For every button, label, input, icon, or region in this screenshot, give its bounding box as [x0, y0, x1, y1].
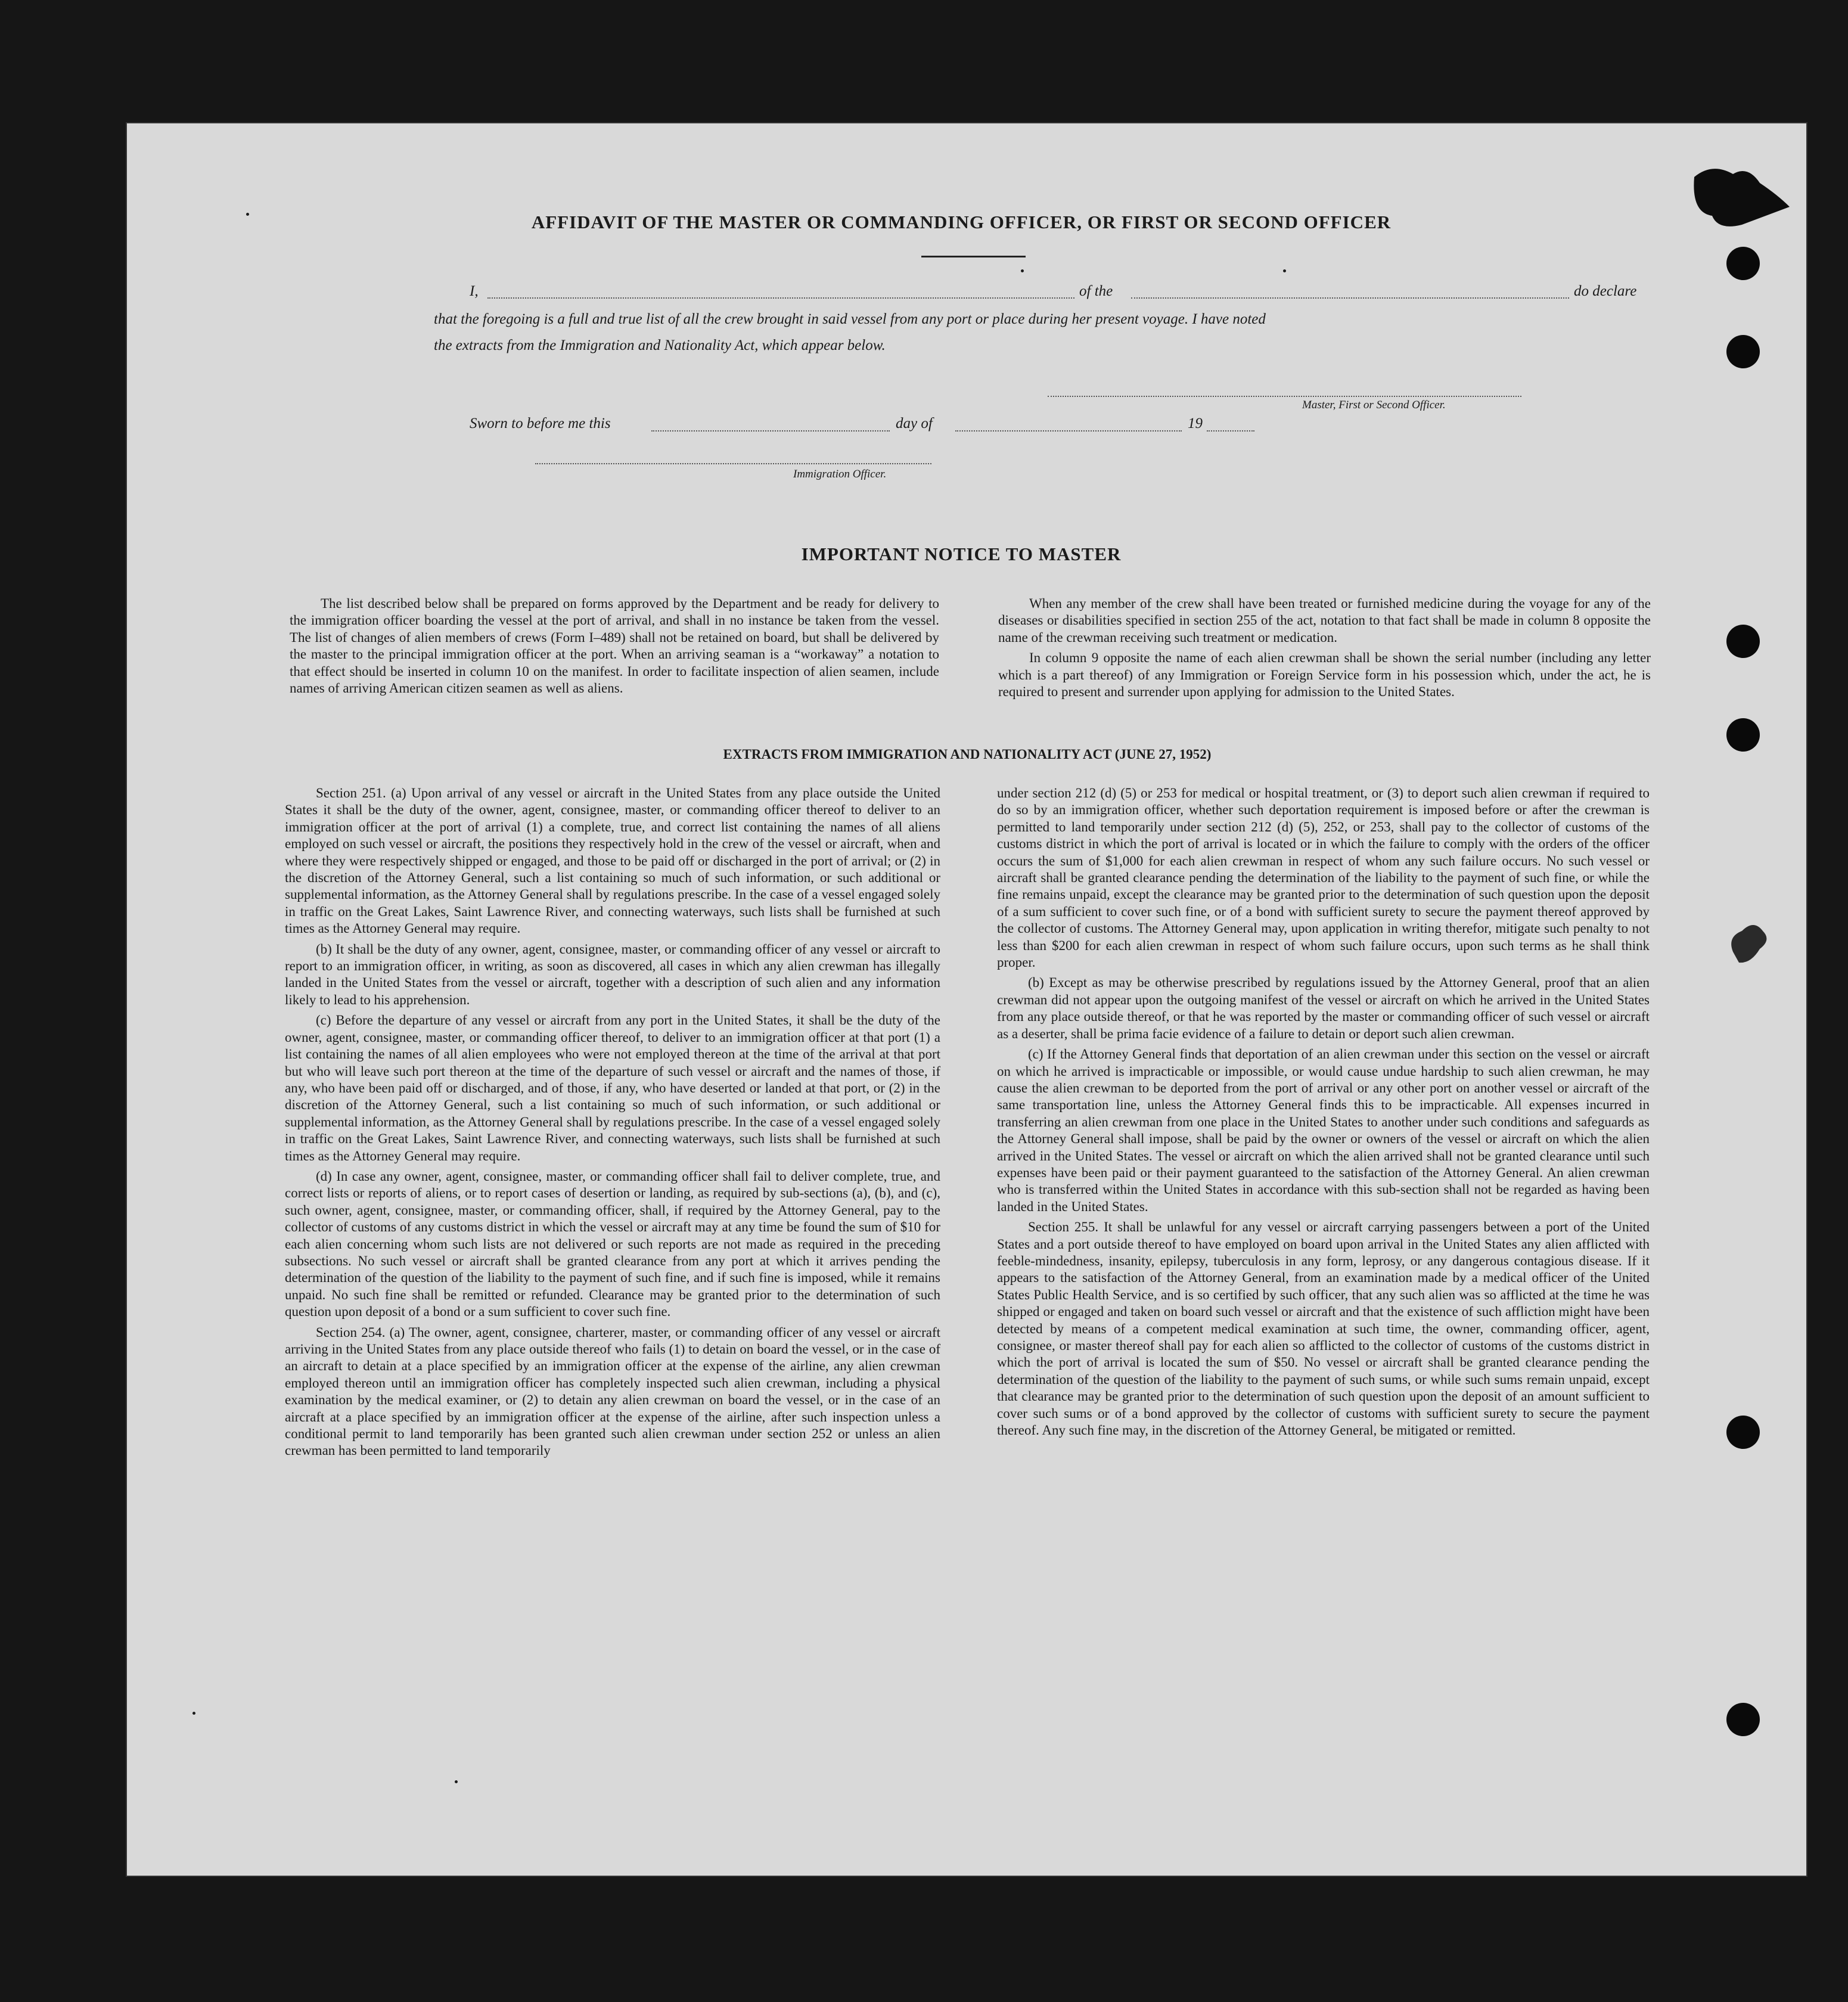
immigration-officer-signature-line[interactable] [535, 463, 931, 464]
section-251-b: (b) It shall be the duty of any owner, agent, consignee, master, or commanding officer of any vessel or aircraft to report to an immigration officer, in writing, as soon as discovered, all cases in which any alien crewman has illegally landed in the United States from the vessel or aircraft, together with a description of such alien and any information likely to lead to his apprehension. [285, 941, 940, 1007]
punch-hole [1726, 718, 1760, 752]
punch-hole [1726, 247, 1760, 280]
affidavit-title: AFFIDAVIT OF THE MASTER OR COMMANDING OFFICER, OR FIRST OR SECOND OFFICER [531, 212, 1392, 232]
document-page [127, 123, 1806, 1876]
punch-hole [1726, 625, 1760, 658]
affidavit-of-the-label: of the [1079, 283, 1113, 299]
section-251-d: (d) In case any owner, agent, consignee, master, or commanding officer shall fail to deliver complete, true, and correct lists or reports of aliens, or to report cases of desertion or landing, as required by sub-sections (a), (b), and (c), such owner, agent, consignee, master, or commanding officer, shall, if required by the Attorney General, pay to the collector of customs of any customs district in which the vessel or aircraft may at any time be found the sum of $10 for each alien concerning whom such lists are not delivered or such reports are not made as required in the preceding subsections. No such vessel or aircraft shall be granted clearance from any port at which it arrives pending the determination of the question of the liability to the payment of such fine, and if such fine is imposed, while it remains unpaid. No such fine shall be remitted or refunded. Clearance may be granted prior to the determination of such question upon deposit of a bond or a sum sufficient to cover such fine. [285, 1168, 940, 1320]
sworn-label: Sworn to before me this [470, 415, 611, 432]
extracts-left-column [285, 785, 940, 1460]
extracts-title: EXTRACTS FROM IMMIGRATION AND NATIONALITY ACT (JUNE 27, 1952) [723, 747, 1212, 762]
notice-right-paragraph-2: In column 9 opposite the name of each alien crewman shall be shown the serial number (including any letter which is a part thereof) of any Immigration or Foreign Service form in his possession which, under the act, he is required to present and surrender upon applying for admission to the United States. [998, 650, 1651, 700]
sworn-year-field[interactable] [1207, 430, 1254, 432]
notice-title: IMPORTANT NOTICE TO MASTER [801, 544, 1122, 564]
title-divider [921, 256, 1026, 257]
section-251-c: (c) Before the departure of any vessel or aircraft from any port in the United States, it shall be the duty of the owner, agent, consignee, master, or commanding officer thereof, to deliver to an immigration officer at that port (1) a list containing the names of all alien employees who were not employed thereon at the time of the arrival at that port but who will leave such port thereon at the time of the departure of such vessel or aircraft and the names of those, if any, who have been paid off or discharged, and of those, if any, who have deserted or landed at that port, or (2) in the discretion of the Attorney General, such a list containing so much of such information, or such additional or supplemental information, as the Attorney General shall by regulations prescribe. In the case of a vessel engaged solely in traffic on the Great Lakes, Saint Lawrence River, and connecting waterways, such lists shall be furnished at such times as the Attorney General may require. [285, 1013, 940, 1163]
affidavit-declare-label: do declare [1574, 283, 1637, 299]
section-254-b: (b) Except as may be otherwise prescribed by regulations issued by the Attorney General, proof that an alien crewman did not appear upon the outgoing manifest of the vessel or aircraft on which he arrived in the United States from any place outside thereof, or that he was reported by the master or commanding officer of such vessel or aircraft as a deserter, shall be prima facie evidence of a failure to detain or deport such alien crewman. [997, 975, 1650, 1041]
affidavit-line-2: that the foregoing is a full and true list of all the crew brought in said vessel from any port or place during her present voyage. I have noted [434, 311, 1266, 327]
notice-left-column [290, 595, 939, 697]
section-254-a: Section 254. (a) The owner, agent, consignee, charterer, master, or commanding officer of any vessel or aircraft arriving in the United States from any place outside thereof who fails (1) to detain on board the vessel, or in the case of an aircraft to detain at a place specified by an immigration officer at the expense of the airline, any alien crewman employed thereon until an immigration officer has completely inspected such alien crewman, including a physical examination by the medical examiner, or (2) to detain any alien crewman on board the vessel, or in the case of an aircraft at a place specified by an immigration officer at the expense of the airline, after such inspection unless a conditional permit to land temporarily has been granted such alien crewman under section 252 or unless an alien crewman has been permitted to land temporarily [285, 1324, 940, 1458]
section-254-c: (c) If the Attorney General finds that deportation of an alien crewman under this section on the vessel or aircraft on which he arrived is impracticable or impossible, or would cause undue hardship to such alien crewman, he may cause the alien crewman to be deported from the port of arrival or any other port on another vessel or aircraft of the same transportation line, unless the Attorney General finds this to be impracticable. All expenses incurred in transferring an alien crewman from one place in the United States to another under such conditions and safeguards as the Attorney General shall impose, shall be paid by the owner or owners of the vessel or aircraft on which the alien arrived in the United States. The vessel or aircraft on which the alien arrived shall not be granted clearance until such expenses have been paid or their payment guaranteed to the satisfaction of the Attorney General. An alien crewman who is transferred within the United States in accordance with this sub-section shall not be regarded as having been landed in the United States. [997, 1047, 1650, 1214]
declarant-name-field[interactable] [487, 297, 1074, 299]
section-255: Section 255. It shall be unlawful for any vessel or aircraft carrying passengers between a port of the United States and a port outside thereof to have employed on board upon arrival in the United States any alien afflicted with feeble-mindedness, insanity, epilepsy, tuberculosis in any form, leprosy, or any dangerous contagious disease. If it appears to the satisfaction of the Attorney General, from an examination made by a medical officer of the United States Public Health Service, and is so certified by such officer, that any such alien was so afflicted at the time he was shipped or engaged and taken on board such vessel or aircraft and that the existence of such affliction might have been detected by means of a competent medical examination at such time, the owner, commanding officer, agent, consignee, or master thereof shall pay for each alien so afflicted to the collector of customs of the customs district in which the port of arrival is located the sum of $50. No vessel or aircraft shall be granted clearance pending the determination of the question of the liability to the payment of such sums, or while such sums remain unpaid, except that clearance may be granted prior to the determination of such question upon the deposit of an amount sufficient to cover such sums or of a bond approved by the collector of customs with sufficient surety to secure the payment thereof. Any such fine may, in the discretion of the Attorney General, be mitigated or remitted. [997, 1219, 1650, 1438]
section-251-a: Section 251. (a) Upon arrival of any vessel or aircraft in the United States from any place outside the United States it shall be the duty of the owner, agent, consignee, master, or commanding officer thereof to deliver to an immigration officer at the port of arrival (1) a complete, true, and correct list containing the names of all aliens employed on such vessel or aircraft, the positions they respectively hold in the crew of the vessel or aircraft, when and where they were respectively shipped or engaged, and those to be paid off or discharged in the port of arrival; or (2) in the discretion of the Attorney General, such a list containing so much of such information, or such additional or supplemental information, as the Attorney General shall by regulations prescribe. In the case of a vessel engaged solely in traffic on the Great Lakes, Saint Lawrence River, and connecting waterways, such lists shall be furnished at such times as the Attorney General may require. [285, 786, 940, 936]
punch-hole [1726, 1703, 1760, 1736]
year-label: 19 [1188, 415, 1203, 432]
notice-right-column [998, 595, 1651, 700]
notice-right-paragraph-1: When any member of the crew shall have been treated or furnished medicine during the voyage for any of the diseases or disabilities specified in section 255 of the act, notation to that fact shall be made in column 8 opposite the name of the crewman receiving such treatment or medication. [998, 596, 1651, 645]
master-signature-label: Master, First or Second Officer. [1302, 399, 1446, 411]
sworn-month-field[interactable] [955, 430, 1182, 432]
affidavit-i-label: I, [470, 283, 479, 299]
extracts-right-column [997, 785, 1650, 1439]
immigration-officer-label: Immigration Officer. [793, 468, 887, 480]
section-254-a-continued: under section 212 (d) (5) or 253 for medical or hospital treatment, or (3) to deport such alien crewman if required to do so by an immigration officer, whether such deportation requirement is imposed before or after the crewman is permitted to land temporarily under section 212 (d) (5), 252, or 253, shall pay to the collector of customs of the customs district in which the port of arrival is located or in which the failure to comply with the orders of the officer occurs the sum of $1,000 for each alien crewman in respect of whom any such failure occurs. No such vessel or aircraft shall be granted clearance pending the determination of the liability to the payment of such fine, or while the fine remains unpaid, except the clearance may be granted prior to the determination of such question upon the deposit of a sum sufficient to cover such fine, or of a bond with sufficient surety to secure the payment thereof approved by the collector of customs. The Attorney General may, upon application in writing therefor, mitigate such penalty to not less than $200 for each alien crewman in respect of whom such failure occurs, upon such terms as he shall think proper. [997, 786, 1650, 970]
day-of-label: day of [896, 415, 933, 432]
ink-smudge [1721, 916, 1775, 970]
vessel-name-field[interactable] [1131, 297, 1569, 299]
punch-hole [1726, 1416, 1760, 1449]
sworn-day-field[interactable] [651, 430, 890, 432]
ink-blot [1676, 159, 1802, 243]
punch-hole [1726, 335, 1760, 368]
notice-left-paragraph: The list described below shall be prepared on forms approved by the Department and be ready for delivery to the immigration officer boarding the vessel at the port of arrival, and shall in no instance be taken from the vessel. The list of changes of alien members of crews (Form I–489) shall not be retained on board, but shall be delivered by the master to the principal immigration officer at the port. When an arriving seaman is a “workaway” a notation to that effect should be inserted in column 10 on the manifest. In order to facilitate inspection of alien seamen, include names of arriving American citizen seamen as well as aliens. [290, 596, 939, 696]
affidavit-line-3: the extracts from the Immigration and Nationality Act, which appear below. [434, 337, 886, 353]
master-signature-line[interactable] [1048, 396, 1521, 397]
